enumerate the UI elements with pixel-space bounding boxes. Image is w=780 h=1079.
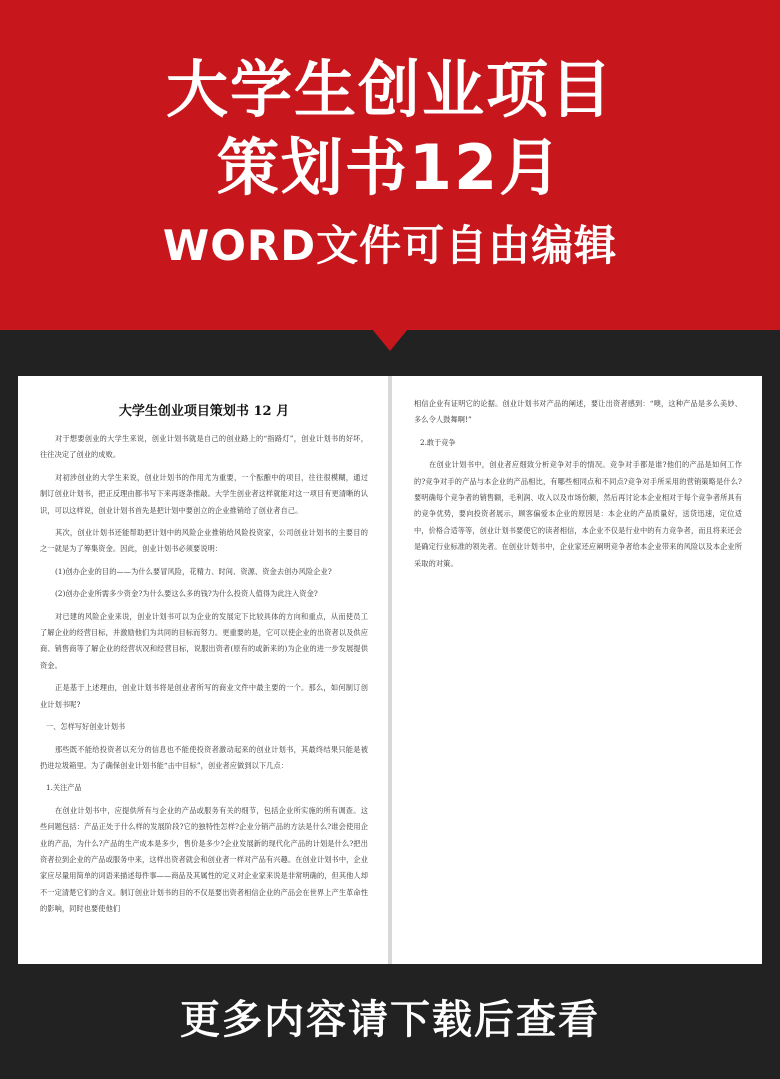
title-line-2: 策划书12月	[216, 131, 564, 204]
paragraph: 那些既不能给投资者以充分的信息也不能使投资者激动起来的创业计划书，其最终结果只能是被扔进垃圾箱里。为了确保创业计划书能“击中目标”，创业者应做到以下几点：	[40, 744, 368, 770]
red-banner	[0, 0, 780, 330]
section-heading: 1.关注产品	[46, 783, 82, 793]
title-line-3: WORD文件可自由编辑	[162, 221, 618, 270]
paragraph: (1)创办企业的目的——为什么要冒风险，花精力、时间、资源、资金去创办风险企业?	[55, 566, 332, 576]
banner-pointer	[372, 329, 408, 351]
paragraph: 正是基于上述理由，创业计划书将是创业者所写的商业文件中最主要的一个。那么，如何制订创业计划书呢?	[40, 683, 368, 709]
right-page-content	[414, 396, 742, 572]
section-heading: 一、怎样写好创业计划书	[46, 722, 126, 732]
paragraph: (2)创办企业所需多少资金?为什么要这么多的钱?为什么投资人值得为此注入资金?	[55, 589, 318, 599]
paragraph: 对已建的风险企业来说，创业计划书可以为企业的发展定下比较具体的方向和重点，从而使员工了解企业的经营目标，并激励他们为共同的目标而努力。更重要的是，它可以使企业的出资者以及供应商、销售商等了解企业的经营状况和经营目标，说服出资者(原有的或新来的)为企业的进一步发展提供资金。	[40, 611, 368, 670]
document-title: 大学生创业项目策划书 12 月	[118, 404, 290, 419]
paragraph: 相信企业有证明它的论据。创业计划书对产品的阐述，要让出资者感到：“噢，这种产品是多么美妙、多么令人鼓舞啊!”	[414, 399, 742, 425]
section-heading: 2.敢于竞争	[420, 437, 456, 447]
paragraph: 对于想要创业的大学生来说，创业计划书就是自己的创业路上的“指路灯”，创业计划书的好坏，往往决定了创业的成败。	[40, 434, 368, 460]
download-prompt: 更多内容请下载后查看	[180, 997, 600, 1043]
paragraph: 在创业计划书中，创业者应细致分析竞争对手的情况。竞争对手都是谁?他们的产品是如何工作的?竞争对手的产品与本企业的产品相比，有哪些相同点和不同点?竞争对手所采用的营销策略是什么?要明确每个竞争者的销售额，毛利润、收入以及市场份额，然后再讨论本企业相对于每个竞争者所具有的竞争优势，要向投资者展示，顾客偏爱本企业的原因是：本企业的产品质量好，送货迅速，定位适中，价格合适等等，创业计划书要使它的读者相信，本企业不仅是行业中的有力竞争者，而且将来还会是确定行业标准的领先者。在创业计划书中，企业家还应阐明竞争者给本企业带来的风险以及本企业所采取的对策。	[414, 460, 742, 568]
left-page-content	[40, 431, 368, 918]
paragraph: 对初涉创业的大学生来说，创业计划书的作用尤为重要，一个酝酿中的项目，往往很模糊，通过制订创业计划书，把正反理由都书写下来再逐条推敲。大学生创业者这样就能对这一项目有更清晰的认识，可以这样说，创业计划书首先是把计划中要创立的企业推销给了创业者自己。	[40, 472, 368, 515]
paragraph: 在创业计划书中，应提供所有与企业的产品或服务有关的细节，包括企业所实施的所有调查。这些问题包括：产品正处于什么样的发展阶段?它的独特性怎样?企业分销产品的方法是什么?谁会使用企业的产品，为什么?产品的生产成本是多少，售价是多少?企业发展新的现代化产品的计划是什么?把出资者拉到企业的产品或服务中来，这样出资者就会和创业者一样对产品有兴趣。在创业计划书中，企业家应尽量用简单的词语来描述每件事——商品及其属性的定义对企业家来说是非常明确的，但其他人却不一定清楚它们的含义。制订创业计划书的目的不仅是要出资者相信企业的产品会在世界上产生革命性的影响，同时也要使他们	[40, 805, 368, 914]
paragraph: 其次，创业计划书还能帮助把计划中的风险企业推销给风险投资家，公司创业计划书的主要目的之一就是为了筹集资金。因此，创业计划书必须要说明：	[40, 528, 368, 554]
document-page-right	[392, 376, 762, 964]
document-page-left	[18, 376, 388, 964]
document-preview	[18, 376, 762, 964]
title-line-1: 大学生创业项目	[165, 53, 614, 126]
